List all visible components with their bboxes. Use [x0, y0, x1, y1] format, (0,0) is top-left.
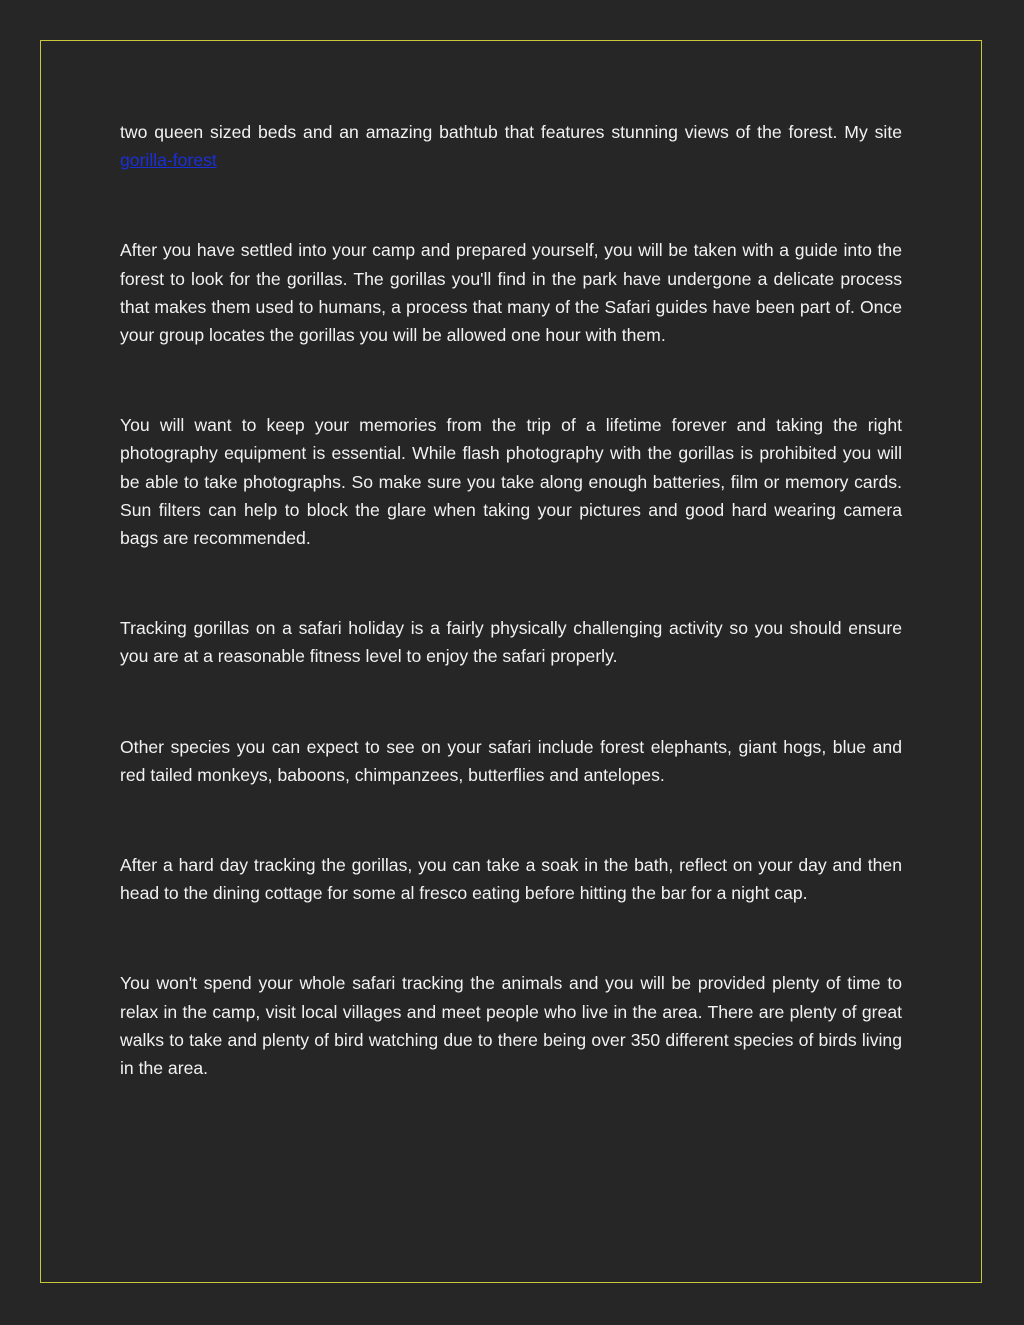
- paragraph-1: [120, 118, 902, 174]
- paragraph-7: You won't spend your whole safari tracking the animals and you will be provided plenty of time to relax in the camp, visit local villages and meet people who live in the area. There are plenty of great walks to take and plenty of bird watching due to there being over 350 different species of birds living in the area.: [120, 973, 902, 1079]
- site-link[interactable]: gorilla-forest: [120, 150, 217, 171]
- paragraph-1-text: two queen sized beds and an amazing bathtub that features stunning views of the forest. My site: [120, 122, 902, 142]
- paragraph-6: After a hard day tracking the gorillas, you can take a soak in the bath, reflect on your day and then head to the dining cottage for some al fresco eating before hitting the bar for a night cap.: [120, 855, 902, 904]
- paragraph-2: After you have settled into your camp and prepared yourself, you will be taken with a guide into the forest to look for the gorillas. The gorillas you'll find in the park have undergone a delicate process that makes them used to humans, a process that many of the Safari guides have been part of. Once your group locates the gorillas you will be allowed one hour with them.: [120, 240, 902, 346]
- document-body: [120, 118, 902, 1144]
- paragraph-4: Tracking gorillas on a safari holiday is a fairly physically challenging activity so you should ensure you are at a reasonable fitness level to enjoy the safari properly.: [120, 618, 902, 667]
- paragraph-3: You will want to keep your memories from the trip of a lifetime forever and taking the right photography equipment is essential. While flash photography with the gorillas is prohibited you will be able to take photographs. So make sure you take along enough batteries, film or memory cards. Sun filters can help to block the glare when taking your pictures and good hard wearing camera bags are recommended.: [120, 415, 902, 549]
- paragraph-5: Other species you can expect to see on your safari include forest elephants, giant hogs, blue and red tailed monkeys, baboons, chimpanzees, butterflies and antelopes.: [120, 736, 902, 785]
